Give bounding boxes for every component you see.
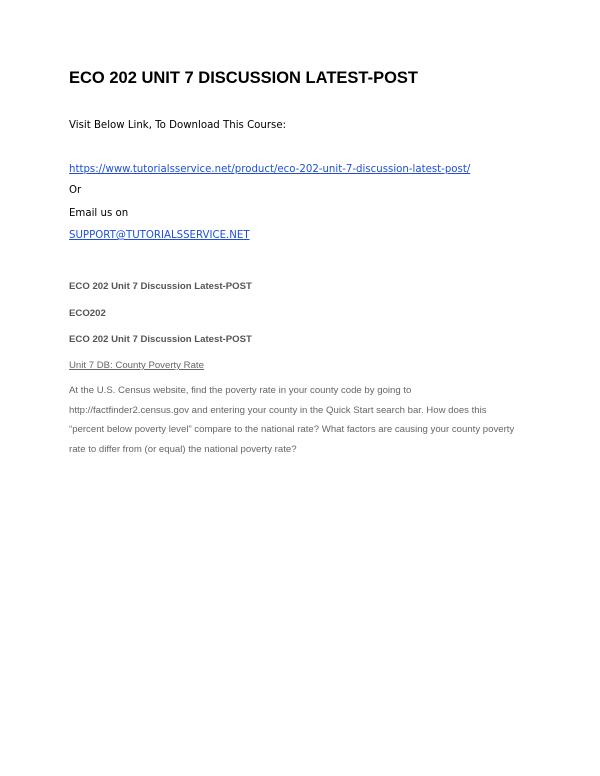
heading-discussion-2: ECO 202 Unit 7 Discussion Latest-POST: [69, 334, 252, 345]
paragraph-line: rate to differ from (or equal) the national poverty rate?: [69, 443, 297, 455]
subtopic-link-line: [69, 360, 204, 371]
course-code: ECO202: [69, 308, 106, 319]
page-title: ECO 202 UNIT 7 DISCUSSION LATEST-POST: [69, 69, 419, 87]
course-link[interactable]: https://www.tutorialsservice.net/product/eco-202-unit-7-discussion-latest-post/: [69, 164, 471, 175]
course-link-line: [69, 164, 470, 175]
question-paragraph: [69, 381, 539, 459]
email-link-line: [69, 230, 250, 241]
subtopic-link[interactable]: Unit 7 DB: County Poverty Rate: [69, 360, 204, 371]
paragraph-line: http://factfinder2.census.gov and entering your county in the Quick Start search bar. How does this: [69, 404, 487, 416]
paragraph-line: At the U.S. Census website, find the poverty rate in your county code by going to: [69, 385, 412, 396]
heading-discussion-1: ECO 202 Unit 7 Discussion Latest-POST: [69, 281, 252, 292]
intro-text: Visit Below Link, To Download This Course:: [69, 120, 287, 131]
email-label: Email us on: [69, 208, 129, 219]
paragraph-line: “percent below poverty level” compare to the national rate? What factors are causing your county poverty: [69, 424, 515, 436]
email-link[interactable]: SUPPORT@TUTORIALSSERVICE.NET: [69, 230, 250, 241]
or-text: Or: [69, 185, 82, 196]
